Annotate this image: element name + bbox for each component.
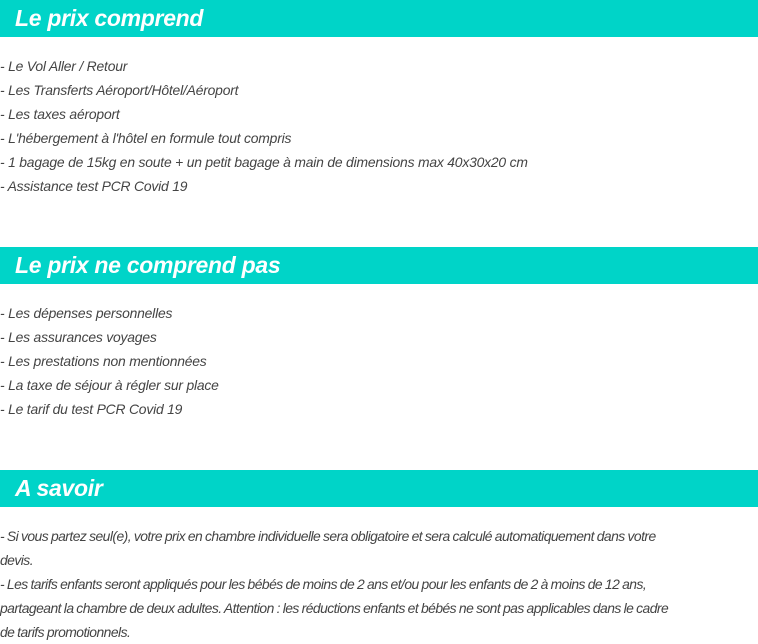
section-header-includes xyxy=(0,0,758,37)
excludes-list xyxy=(0,301,758,421)
list-item: - Le Vol Aller / Retour xyxy=(0,58,128,74)
section-title: A savoir xyxy=(15,475,103,501)
list-item: - La taxe de séjour à régler sur place xyxy=(0,377,219,393)
section-header-excludes xyxy=(0,247,758,284)
text-line: partageant la chambre de deux adultes. Attention : les réductions enfants et bébés ne sont pas applicables dans le cadre xyxy=(0,600,669,616)
list-item: - Les dépenses personnelles xyxy=(0,305,173,321)
list-item: - Assistance test PCR Covid 19 xyxy=(0,178,188,194)
list-item: - Les taxes aéroport xyxy=(0,106,120,122)
text-line: devis. xyxy=(0,552,34,568)
good-to-know-text xyxy=(0,524,758,644)
section-title: Le prix ne comprend pas xyxy=(15,252,281,278)
text-line: - Si vous partez seul(e), votre prix en chambre individuelle sera obligatoire et sera calculé automatiquement dans votre xyxy=(0,528,656,544)
text-line: de tarifs promotionnels. xyxy=(0,624,131,640)
includes-list xyxy=(0,54,758,198)
section-header-good-to-know xyxy=(0,470,758,507)
list-item: - Les assurances voyages xyxy=(0,329,157,345)
section-title: Le prix comprend xyxy=(15,5,204,31)
list-item: - L'hébergement à l'hôtel en formule tout compris xyxy=(0,130,292,146)
list-item: - Les prestations non mentionnées xyxy=(0,353,207,369)
list-item: - 1 bagage de 15kg en soute + un petit bagage à main de dimensions max 40x30x20 cm xyxy=(0,154,528,170)
text-line: - Les tarifs enfants seront appliqués pour les bébés de moins de 2 ans et/ou pour les enfants de 2 à moins de 12 ans, xyxy=(0,576,647,592)
list-item: - Les Transferts Aéroport/Hôtel/Aéroport xyxy=(0,82,239,98)
list-item: - Le tarif du test PCR Covid 19 xyxy=(0,401,183,417)
